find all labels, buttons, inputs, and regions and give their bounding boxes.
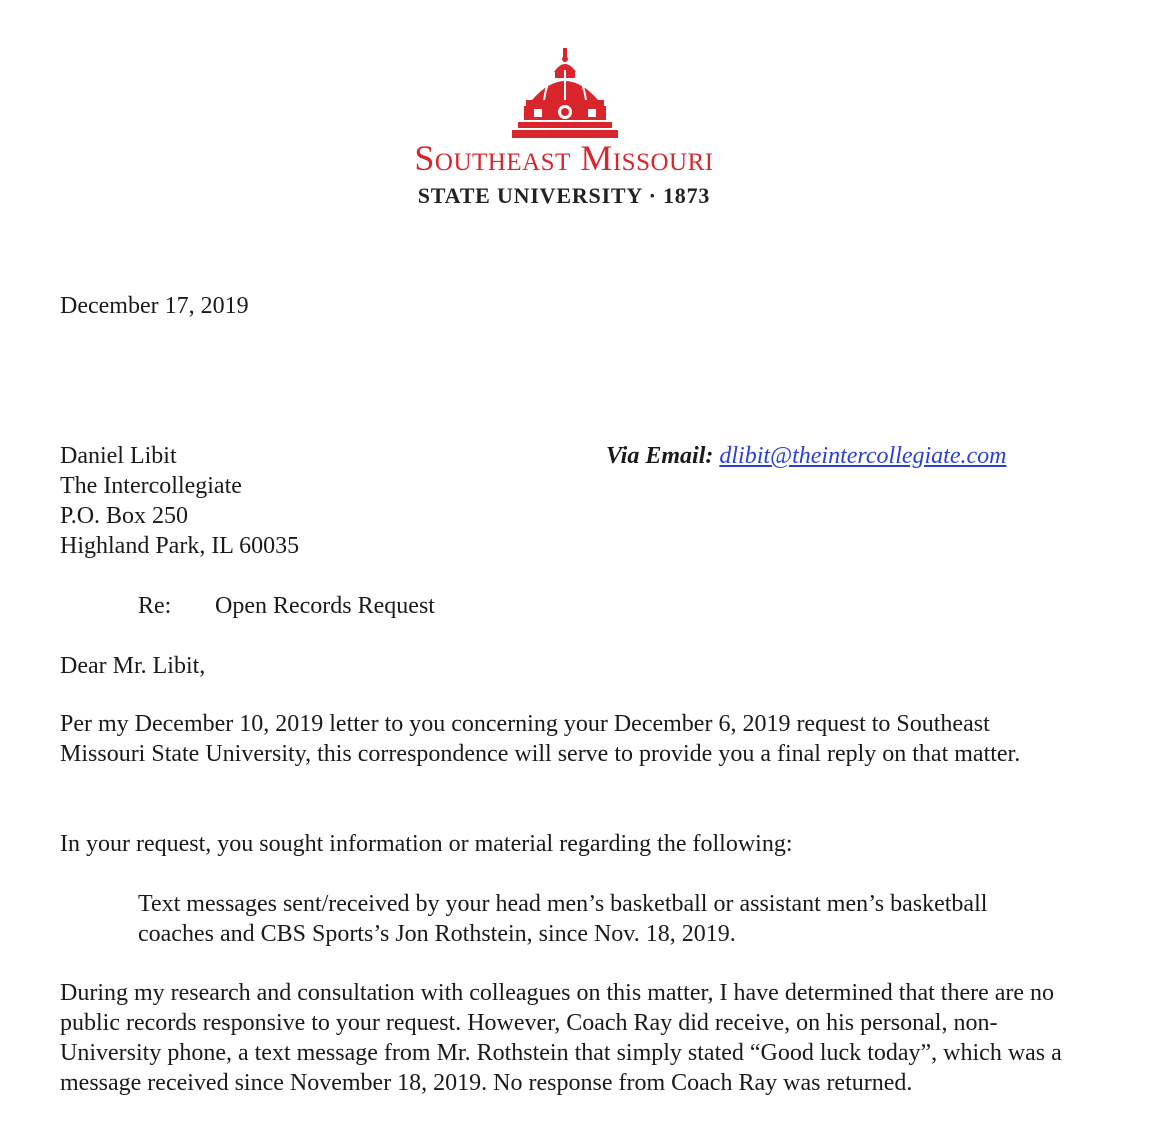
university-logo — [360, 40, 780, 210]
salutation: Dear Mr. Libit, — [60, 653, 206, 679]
recipient-name: Daniel Libit — [60, 443, 177, 469]
recipient-po-box: P.O. Box 250 — [60, 503, 189, 529]
letter-date: December 17, 2019 — [60, 293, 249, 319]
academic-hall-dome-icon — [510, 48, 620, 140]
body-paragraph: In your request, you sought information or material regarding the following: — [60, 831, 793, 857]
recipient-organization: The Intercollegiate — [60, 473, 242, 499]
body-paragraph: During my research and consultation with colleagues on this matter, I have determined that there are no public records responsive to your request. However, Coach Ray did receive, on his personal, non-University phone, a text message from Mr. Rothstein that simply stated “Good luck today”, which was a message received since November 18, 2019. No response from Coach Ray was returned. — [60, 980, 1062, 1096]
body-paragraph: Per my December 10, 2019 letter to you concerning your December 6, 2019 request to Southeast Missouri State University, this correspondence will serve to provide you a final reply on that matter. — [60, 711, 1021, 767]
recipient-city-state-zip: Highland Park, IL 60035 — [60, 533, 300, 559]
delivery-method — [606, 441, 1006, 471]
subject-label: Re: — [138, 593, 172, 619]
university-name: Southeast Missouri — [414, 138, 714, 178]
quoted-request: Text messages sent/received by your head men’s basketball or assistant men’s basketball coaches and CBS Sports’s Jon Rothstein, since Nov. 18, 2019. — [138, 891, 988, 947]
delivery-label: Via Email: — [606, 443, 714, 469]
email-link[interactable]: dlibit@theintercollegiate.com — [719, 443, 1007, 469]
subject-text: Open Records Request — [215, 593, 435, 619]
university-subtitle: STATE UNIVERSITY · 1873 — [417, 183, 711, 208]
